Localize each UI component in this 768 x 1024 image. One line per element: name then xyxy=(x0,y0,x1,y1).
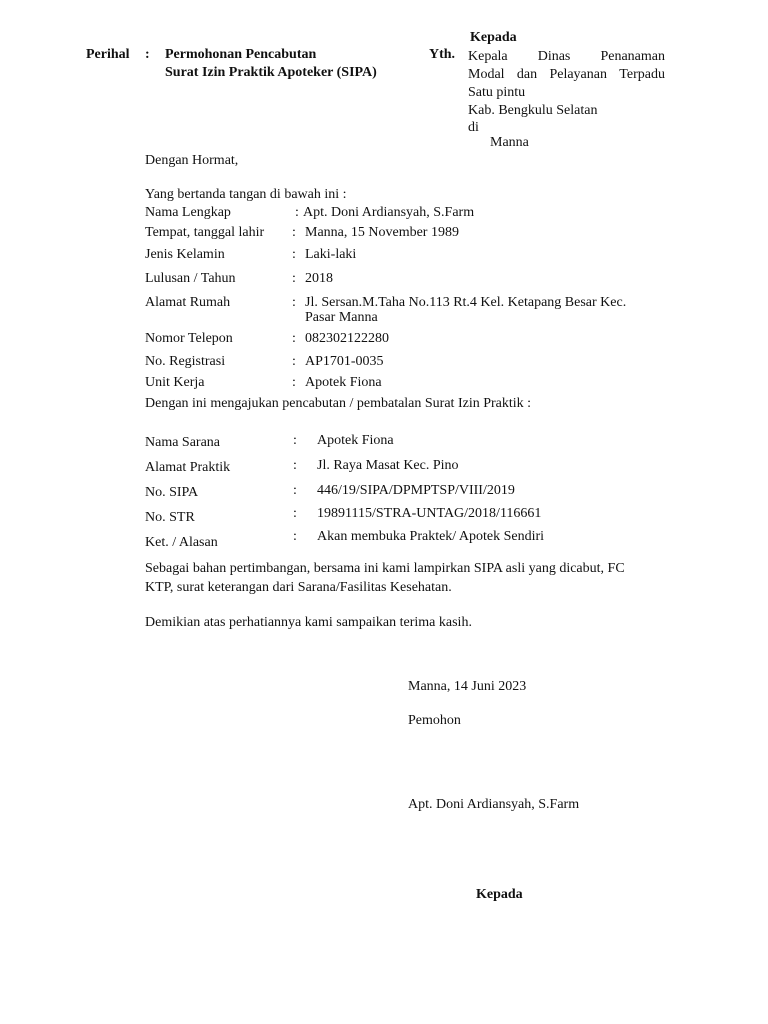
detail-label: Nomor Telepon xyxy=(145,331,233,346)
detail-value: Apotek Fiona xyxy=(305,375,382,390)
recipient-word: Penanaman xyxy=(600,49,665,64)
detail-value: 2018 xyxy=(305,271,333,286)
detail-colon: : xyxy=(292,375,296,390)
detail-value: Akan membuka Praktek/ Apotek Sendiri xyxy=(317,529,545,544)
detail-label: Nama Sarana xyxy=(145,435,221,450)
signer-role: Pemohon xyxy=(408,713,461,728)
detail-value: Jl. Sersan.M.Taha No.113 Rt.4 Kel. Ketapang Besar Kec. xyxy=(305,295,627,310)
recipient-line-5: di xyxy=(468,120,479,135)
signer-name: Apt. Doni Ardiansyah, S.Farm xyxy=(408,797,580,812)
detail-colon: : xyxy=(292,271,296,286)
detail-label: Alamat Rumah xyxy=(145,295,231,310)
detail-colon: : xyxy=(293,506,297,521)
subject-line-1: Permohonan Pencabutan xyxy=(165,47,317,62)
detail-value: Laki-laki xyxy=(305,247,357,262)
detail-label: No. STR xyxy=(145,510,195,525)
recipient-line-4: Kab. Bengkulu Selatan xyxy=(468,103,598,118)
detail-label: Lulusan / Tahun xyxy=(145,271,236,286)
detail-colon: : xyxy=(293,458,297,473)
detail-value: 082302122280 xyxy=(305,331,389,346)
recipient-line-3: Satu pintu xyxy=(468,85,526,100)
detail-label: Ket. / Alasan xyxy=(145,535,218,550)
detail-label: Unit Kerja xyxy=(145,375,205,390)
detail-colon: : xyxy=(292,295,296,310)
detail-label: Alamat Praktik xyxy=(145,460,231,475)
recipient-word: dan xyxy=(516,67,538,82)
greeting: Dengan Hormat, xyxy=(145,153,239,168)
request-intro: Dengan ini mengajukan pencabutan / pembatalan Surat Izin Praktik : xyxy=(145,396,532,411)
detail-colon: : xyxy=(292,331,296,346)
footer-kepada: Kepada xyxy=(476,887,523,902)
attachment-line-1: Sebagai bahan pertimbangan, bersama ini kami lampirkan SIPA asli yang dicabut, FC xyxy=(145,561,625,576)
intro-text: Yang bertanda tangan di bawah ini : xyxy=(145,187,347,202)
recipient-line-6: Manna xyxy=(490,135,529,150)
detail-colon: : xyxy=(295,205,299,220)
detail-label: Jenis Kelamin xyxy=(145,247,225,262)
recipient-kepada: Kepada xyxy=(470,30,517,45)
yth-label: Yth. xyxy=(429,47,456,62)
recipient-line-2 xyxy=(468,67,665,84)
detail-value: Manna, 15 November 1989 xyxy=(305,225,459,240)
detail-value: Apt. Doni Ardiansyah, S.Farm xyxy=(303,205,475,220)
recipient-word: Modal xyxy=(468,67,505,82)
perihal-label: Perihal xyxy=(86,47,130,62)
detail-label: No. Registrasi xyxy=(145,354,226,369)
detail-value: 19891115/STRA-UNTAG/2018/116661 xyxy=(317,506,542,521)
detail-value: AP1701-0035 xyxy=(305,354,384,369)
detail-colon: : xyxy=(292,247,296,262)
recipient-word: Terpadu xyxy=(619,67,665,82)
detail-value-continued: Pasar Manna xyxy=(305,310,378,325)
subject-line-2: Surat Izin Praktik Apoteker (SIPA) xyxy=(165,65,377,80)
detail-value: Apotek Fiona xyxy=(317,433,394,448)
place-date: Manna, 14 Juni 2023 xyxy=(408,679,527,694)
detail-colon: : xyxy=(293,433,297,448)
recipient-word: Pelayanan xyxy=(549,67,607,82)
closing-text: Demikian atas perhatiannya kami sampaikan terima kasih. xyxy=(145,615,472,630)
detail-label: Nama Lengkap xyxy=(145,205,231,220)
detail-colon: : xyxy=(292,225,296,240)
recipient-word: Dinas xyxy=(537,49,571,64)
attachment-line-2: KTP, surat keterangan dari Sarana/Fasilitas Kesehatan. xyxy=(145,580,452,595)
perihal-colon: : xyxy=(145,47,150,62)
detail-colon: : xyxy=(293,483,297,498)
detail-label: No. SIPA xyxy=(145,485,199,500)
detail-colon: : xyxy=(293,529,297,544)
detail-label: Tempat, tanggal lahir xyxy=(145,225,265,240)
detail-colon: : xyxy=(292,354,296,369)
recipient-word: Kepala xyxy=(468,49,508,64)
recipient-line-1 xyxy=(468,49,665,66)
detail-value: 446/19/SIPA/DPMPTSP/VIII/2019 xyxy=(317,483,515,498)
detail-value: Jl. Raya Masat Kec. Pino xyxy=(317,458,459,473)
